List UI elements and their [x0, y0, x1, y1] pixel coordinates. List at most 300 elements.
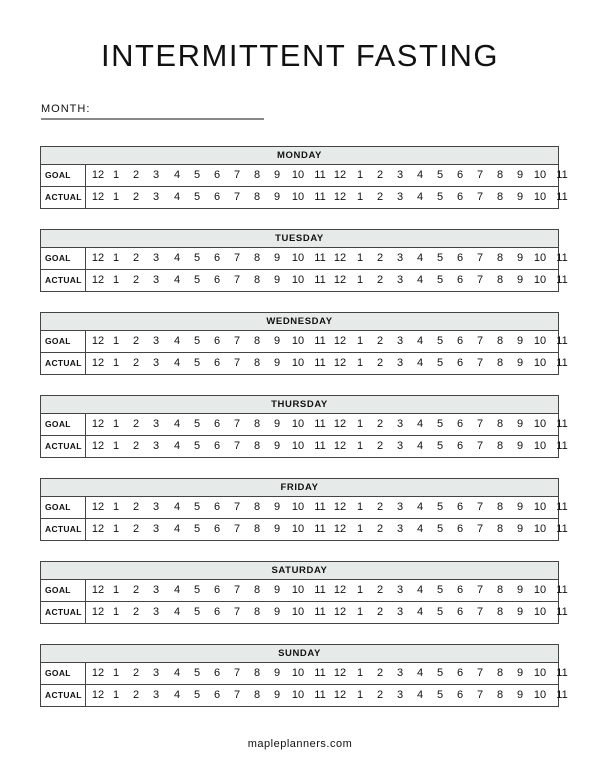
hour-cell[interactable]: 10 — [533, 584, 547, 596]
hour-cell[interactable]: 6 — [213, 689, 221, 701]
hour-cell[interactable]: 10 — [291, 357, 305, 369]
hour-cell[interactable]: 9 — [273, 584, 281, 596]
hour-cell[interactable]: 6 — [456, 440, 464, 452]
hour-cell[interactable]: 3 — [396, 357, 404, 369]
hour-cell[interactable]: 2 — [376, 689, 384, 701]
hour-cell[interactable]: 12 — [91, 501, 105, 513]
hour-cell[interactable]: 2 — [376, 335, 384, 347]
hour-cell[interactable]: 1 — [356, 169, 364, 181]
hour-cell[interactable]: 4 — [416, 252, 424, 264]
hour-cell[interactable]: 10 — [291, 501, 305, 513]
hour-cell[interactable]: 3 — [396, 440, 404, 452]
hour-cell[interactable]: 7 — [476, 606, 484, 618]
hour-cell[interactable]: 11 — [556, 274, 568, 286]
hour-cell[interactable]: 7 — [476, 584, 484, 596]
hour-cell[interactable]: 1 — [356, 689, 364, 701]
hour-cell[interactable]: 8 — [496, 689, 504, 701]
hour-cell[interactable]: 10 — [533, 501, 547, 513]
hour-cell[interactable]: 8 — [496, 501, 504, 513]
hour-cell[interactable]: 12 — [91, 357, 105, 369]
hour-cell[interactable]: 1 — [112, 689, 120, 701]
hour-cell[interactable]: 2 — [132, 274, 140, 286]
hour-cell[interactable]: 5 — [436, 274, 444, 286]
hour-cell[interactable]: 12 — [333, 606, 347, 618]
hour-cell[interactable]: 11 — [556, 667, 568, 679]
hour-cell[interactable]: 4 — [173, 418, 181, 430]
month-input-line[interactable] — [41, 118, 264, 120]
hour-cell[interactable]: 3 — [396, 252, 404, 264]
hour-cell[interactable]: 5 — [436, 335, 444, 347]
hour-cell[interactable]: 11 — [314, 357, 326, 369]
hour-cell[interactable]: 4 — [173, 274, 181, 286]
hour-cell[interactable]: 9 — [273, 274, 281, 286]
hour-cell[interactable]: 11 — [314, 274, 326, 286]
hour-cell[interactable]: 10 — [291, 418, 305, 430]
hour-cell[interactable]: 8 — [253, 169, 261, 181]
hour-cell[interactable]: 8 — [253, 501, 261, 513]
hour-cell[interactable]: 1 — [112, 274, 120, 286]
hour-cell[interactable]: 4 — [416, 606, 424, 618]
hour-cell[interactable]: 6 — [456, 252, 464, 264]
hour-cell[interactable]: 8 — [496, 169, 504, 181]
hour-cell[interactable]: 2 — [132, 191, 140, 203]
hour-cell[interactable]: 4 — [173, 169, 181, 181]
hour-cell[interactable]: 7 — [476, 357, 484, 369]
hour-cell[interactable]: 7 — [233, 440, 241, 452]
hour-cell[interactable]: 3 — [152, 501, 160, 513]
hour-cell[interactable]: 8 — [253, 440, 261, 452]
hour-cell[interactable]: 12 — [91, 667, 105, 679]
hour-cell[interactable]: 12 — [91, 274, 105, 286]
hour-cell[interactable]: 3 — [396, 169, 404, 181]
hour-cell[interactable]: 5 — [193, 606, 201, 618]
hour-cell[interactable]: 10 — [533, 606, 547, 618]
hour-cell[interactable]: 8 — [253, 191, 261, 203]
hour-cell[interactable]: 4 — [416, 274, 424, 286]
hour-cell[interactable]: 4 — [173, 335, 181, 347]
hour-cell[interactable]: 4 — [173, 357, 181, 369]
hour-cell[interactable]: 1 — [112, 584, 120, 596]
hour-cell[interactable]: 6 — [213, 191, 221, 203]
hour-cell[interactable]: 11 — [556, 501, 568, 513]
hour-cell[interactable]: 5 — [193, 584, 201, 596]
hour-cell[interactable]: 7 — [233, 169, 241, 181]
hour-cell[interactable]: 8 — [496, 606, 504, 618]
hour-cell[interactable]: 2 — [376, 440, 384, 452]
hour-cell[interactable]: 5 — [193, 357, 201, 369]
hour-cell[interactable]: 11 — [556, 191, 568, 203]
hour-cell[interactable]: 7 — [476, 667, 484, 679]
hour-cell[interactable]: 6 — [213, 357, 221, 369]
hour-cell[interactable]: 2 — [376, 274, 384, 286]
hour-cell[interactable]: 9 — [516, 440, 524, 452]
hour-cell[interactable]: 8 — [253, 584, 261, 596]
hour-cell[interactable]: 4 — [416, 584, 424, 596]
hour-cell[interactable]: 4 — [173, 667, 181, 679]
hour-cell[interactable]: 4 — [416, 169, 424, 181]
hour-cell[interactable]: 9 — [273, 335, 281, 347]
hour-cell[interactable]: 3 — [396, 335, 404, 347]
hour-cell[interactable]: 5 — [436, 252, 444, 264]
hour-cell[interactable]: 3 — [152, 418, 160, 430]
hour-cell[interactable]: 2 — [132, 335, 140, 347]
hour-cell[interactable]: 11 — [556, 418, 568, 430]
hour-cell[interactable]: 4 — [416, 357, 424, 369]
hour-cell[interactable]: 6 — [456, 274, 464, 286]
hour-cell[interactable]: 1 — [356, 523, 364, 535]
hour-cell[interactable]: 6 — [213, 440, 221, 452]
hour-cell[interactable]: 2 — [132, 357, 140, 369]
hour-cell[interactable]: 6 — [456, 335, 464, 347]
hour-cell[interactable]: 6 — [213, 667, 221, 679]
hour-cell[interactable]: 9 — [516, 252, 524, 264]
hour-cell[interactable]: 3 — [152, 191, 160, 203]
hour-cell[interactable]: 1 — [356, 440, 364, 452]
hour-cell[interactable]: 12 — [91, 169, 105, 181]
hour-cell[interactable]: 3 — [152, 689, 160, 701]
hour-cell[interactable]: 5 — [193, 440, 201, 452]
hour-cell[interactable]: 11 — [314, 606, 326, 618]
hour-cell[interactable]: 12 — [333, 191, 347, 203]
hour-cell[interactable]: 7 — [233, 418, 241, 430]
hour-cell[interactable]: 8 — [496, 418, 504, 430]
hour-cell[interactable]: 11 — [556, 689, 568, 701]
hour-cell[interactable]: 9 — [516, 357, 524, 369]
hour-cell[interactable]: 10 — [291, 689, 305, 701]
hour-cell[interactable]: 2 — [376, 584, 384, 596]
hour-cell[interactable]: 4 — [416, 523, 424, 535]
hour-cell[interactable]: 9 — [516, 523, 524, 535]
hour-cell[interactable]: 12 — [333, 335, 347, 347]
hour-cell[interactable]: 1 — [356, 335, 364, 347]
hour-cell[interactable]: 7 — [233, 274, 241, 286]
hour-cell[interactable]: 4 — [173, 606, 181, 618]
hour-cell[interactable]: 9 — [516, 191, 524, 203]
hour-cell[interactable]: 9 — [273, 418, 281, 430]
hour-cell[interactable]: 9 — [273, 523, 281, 535]
hour-cell[interactable]: 11 — [314, 667, 326, 679]
hour-cell[interactable]: 12 — [333, 357, 347, 369]
hour-cell[interactable]: 10 — [533, 274, 547, 286]
hour-cell[interactable]: 10 — [533, 667, 547, 679]
hour-cell[interactable]: 6 — [213, 501, 221, 513]
hour-cell[interactable]: 9 — [273, 440, 281, 452]
hour-cell[interactable]: 2 — [376, 501, 384, 513]
hour-cell[interactable]: 12 — [333, 252, 347, 264]
hour-cell[interactable]: 6 — [456, 584, 464, 596]
hour-cell[interactable]: 12 — [91, 252, 105, 264]
hour-cell[interactable]: 12 — [91, 689, 105, 701]
hour-cell[interactable]: 9 — [516, 667, 524, 679]
hour-cell[interactable]: 5 — [436, 169, 444, 181]
hour-cell[interactable]: 8 — [253, 357, 261, 369]
hour-cell[interactable]: 6 — [213, 252, 221, 264]
hour-cell[interactable]: 6 — [456, 191, 464, 203]
hour-cell[interactable]: 5 — [436, 501, 444, 513]
hour-cell[interactable]: 11 — [314, 440, 326, 452]
hour-cell[interactable]: 10 — [533, 191, 547, 203]
hour-cell[interactable]: 9 — [516, 169, 524, 181]
hour-cell[interactable]: 3 — [152, 606, 160, 618]
hour-cell[interactable]: 5 — [436, 689, 444, 701]
hour-cell[interactable]: 5 — [436, 357, 444, 369]
hour-cell[interactable]: 1 — [112, 252, 120, 264]
hour-cell[interactable]: 12 — [91, 335, 105, 347]
hour-cell[interactable]: 11 — [314, 523, 326, 535]
hour-cell[interactable]: 8 — [253, 335, 261, 347]
hour-cell[interactable]: 9 — [273, 357, 281, 369]
hour-cell[interactable]: 6 — [213, 584, 221, 596]
hour-cell[interactable]: 4 — [416, 667, 424, 679]
hour-cell[interactable]: 4 — [416, 501, 424, 513]
hour-cell[interactable]: 6 — [456, 606, 464, 618]
hour-cell[interactable]: 1 — [112, 523, 120, 535]
hour-cell[interactable]: 7 — [476, 523, 484, 535]
hour-cell[interactable]: 3 — [396, 191, 404, 203]
hour-cell[interactable]: 11 — [314, 689, 326, 701]
hour-cell[interactable]: 12 — [333, 689, 347, 701]
hour-cell[interactable]: 5 — [193, 523, 201, 535]
hour-cell[interactable]: 6 — [456, 667, 464, 679]
hour-cell[interactable]: 7 — [233, 584, 241, 596]
hour-cell[interactable]: 12 — [91, 440, 105, 452]
hour-cell[interactable]: 2 — [132, 440, 140, 452]
hour-cell[interactable]: 8 — [496, 440, 504, 452]
hour-cell[interactable]: 4 — [173, 501, 181, 513]
hour-cell[interactable]: 9 — [273, 501, 281, 513]
hour-cell[interactable]: 12 — [91, 523, 105, 535]
hour-cell[interactable]: 10 — [291, 523, 305, 535]
hour-cell[interactable]: 1 — [112, 418, 120, 430]
hour-cell[interactable]: 11 — [556, 440, 568, 452]
hour-cell[interactable]: 12 — [333, 501, 347, 513]
hour-cell[interactable]: 12 — [91, 418, 105, 430]
hour-cell[interactable]: 2 — [376, 191, 384, 203]
hour-cell[interactable]: 12 — [91, 191, 105, 203]
hour-cell[interactable]: 5 — [193, 252, 201, 264]
hour-cell[interactable]: 6 — [456, 501, 464, 513]
hour-cell[interactable]: 3 — [396, 606, 404, 618]
hour-cell[interactable]: 5 — [193, 501, 201, 513]
hour-cell[interactable]: 1 — [356, 252, 364, 264]
hour-cell[interactable]: 7 — [476, 501, 484, 513]
hour-cell[interactable]: 2 — [376, 357, 384, 369]
hour-cell[interactable]: 3 — [152, 523, 160, 535]
hour-cell[interactable]: 6 — [213, 335, 221, 347]
hour-cell[interactable]: 9 — [516, 418, 524, 430]
hour-cell[interactable]: 4 — [173, 584, 181, 596]
hour-cell[interactable]: 1 — [112, 667, 120, 679]
hour-cell[interactable]: 9 — [516, 501, 524, 513]
hour-cell[interactable]: 3 — [396, 501, 404, 513]
hour-cell[interactable]: 6 — [213, 523, 221, 535]
hour-cell[interactable]: 1 — [356, 418, 364, 430]
hour-cell[interactable]: 1 — [356, 584, 364, 596]
hour-cell[interactable]: 3 — [396, 689, 404, 701]
hour-cell[interactable]: 1 — [112, 169, 120, 181]
hour-cell[interactable]: 9 — [273, 191, 281, 203]
hour-cell[interactable]: 1 — [112, 501, 120, 513]
hour-cell[interactable]: 7 — [233, 335, 241, 347]
hour-cell[interactable]: 8 — [253, 418, 261, 430]
hour-cell[interactable]: 6 — [213, 418, 221, 430]
hour-cell[interactable]: 3 — [396, 584, 404, 596]
hour-cell[interactable]: 11 — [556, 584, 568, 596]
hour-cell[interactable]: 5 — [436, 606, 444, 618]
hour-cell[interactable]: 4 — [173, 252, 181, 264]
hour-cell[interactable]: 10 — [533, 689, 547, 701]
hour-cell[interactable]: 3 — [152, 252, 160, 264]
hour-cell[interactable]: 10 — [291, 584, 305, 596]
hour-cell[interactable]: 1 — [112, 191, 120, 203]
hour-cell[interactable]: 4 — [416, 689, 424, 701]
hour-cell[interactable]: 10 — [291, 667, 305, 679]
hour-cell[interactable]: 7 — [233, 501, 241, 513]
hour-cell[interactable]: 4 — [173, 440, 181, 452]
hour-cell[interactable]: 2 — [376, 252, 384, 264]
hour-cell[interactable]: 8 — [496, 191, 504, 203]
hour-cell[interactable]: 3 — [152, 667, 160, 679]
hour-cell[interactable]: 6 — [213, 169, 221, 181]
hour-cell[interactable]: 2 — [132, 252, 140, 264]
hour-cell[interactable]: 3 — [396, 418, 404, 430]
hour-cell[interactable]: 12 — [91, 584, 105, 596]
hour-cell[interactable]: 4 — [416, 191, 424, 203]
hour-cell[interactable]: 10 — [291, 169, 305, 181]
hour-cell[interactable]: 11 — [556, 357, 568, 369]
hour-cell[interactable]: 9 — [273, 606, 281, 618]
hour-cell[interactable]: 7 — [476, 191, 484, 203]
hour-cell[interactable]: 2 — [376, 169, 384, 181]
hour-cell[interactable]: 3 — [396, 523, 404, 535]
hour-cell[interactable]: 2 — [376, 523, 384, 535]
hour-cell[interactable]: 9 — [273, 252, 281, 264]
hour-cell[interactable]: 10 — [533, 357, 547, 369]
hour-cell[interactable]: 2 — [132, 689, 140, 701]
hour-cell[interactable]: 4 — [173, 523, 181, 535]
hour-cell[interactable]: 3 — [152, 357, 160, 369]
hour-cell[interactable]: 4 — [173, 191, 181, 203]
hour-cell[interactable]: 11 — [314, 418, 326, 430]
hour-cell[interactable]: 10 — [291, 252, 305, 264]
hour-cell[interactable]: 5 — [193, 335, 201, 347]
hour-cell[interactable]: 7 — [233, 252, 241, 264]
hour-cell[interactable]: 11 — [314, 169, 326, 181]
hour-cell[interactable]: 10 — [533, 418, 547, 430]
hour-cell[interactable]: 9 — [273, 667, 281, 679]
hour-cell[interactable]: 12 — [333, 667, 347, 679]
hour-cell[interactable]: 5 — [193, 689, 201, 701]
hour-cell[interactable]: 2 — [132, 667, 140, 679]
hour-cell[interactable]: 8 — [496, 584, 504, 596]
hour-cell[interactable]: 2 — [132, 418, 140, 430]
hour-cell[interactable]: 5 — [436, 418, 444, 430]
hour-cell[interactable]: 3 — [396, 667, 404, 679]
hour-cell[interactable]: 1 — [356, 191, 364, 203]
hour-cell[interactable]: 4 — [416, 418, 424, 430]
hour-cell[interactable]: 3 — [152, 169, 160, 181]
hour-cell[interactable]: 2 — [132, 501, 140, 513]
hour-cell[interactable]: 12 — [333, 584, 347, 596]
hour-cell[interactable]: 8 — [496, 274, 504, 286]
hour-cell[interactable]: 10 — [291, 274, 305, 286]
hour-cell[interactable]: 6 — [456, 523, 464, 535]
hour-cell[interactable]: 3 — [152, 584, 160, 596]
hour-cell[interactable]: 8 — [496, 667, 504, 679]
hour-cell[interactable]: 7 — [233, 523, 241, 535]
hour-cell[interactable]: 10 — [533, 335, 547, 347]
hour-cell[interactable]: 12 — [91, 606, 105, 618]
hour-cell[interactable]: 8 — [496, 335, 504, 347]
hour-cell[interactable]: 2 — [132, 169, 140, 181]
hour-cell[interactable]: 11 — [314, 584, 326, 596]
hour-cell[interactable]: 4 — [416, 335, 424, 347]
hour-cell[interactable]: 10 — [291, 335, 305, 347]
hour-cell[interactable]: 3 — [152, 440, 160, 452]
hour-cell[interactable]: 5 — [436, 440, 444, 452]
hour-cell[interactable]: 10 — [533, 440, 547, 452]
hour-cell[interactable]: 11 — [556, 252, 568, 264]
hour-cell[interactable]: 8 — [253, 274, 261, 286]
hour-cell[interactable]: 5 — [193, 191, 201, 203]
hour-cell[interactable]: 7 — [233, 667, 241, 679]
hour-cell[interactable]: 5 — [193, 169, 201, 181]
hour-cell[interactable]: 1 — [112, 335, 120, 347]
hour-cell[interactable]: 11 — [314, 252, 326, 264]
hour-cell[interactable]: 7 — [476, 274, 484, 286]
hour-cell[interactable]: 6 — [456, 357, 464, 369]
hour-cell[interactable]: 7 — [476, 440, 484, 452]
hour-cell[interactable]: 9 — [273, 689, 281, 701]
hour-cell[interactable]: 6 — [456, 689, 464, 701]
hour-cell[interactable]: 1 — [356, 501, 364, 513]
hour-cell[interactable]: 8 — [496, 357, 504, 369]
hour-cell[interactable]: 1 — [356, 606, 364, 618]
hour-cell[interactable]: 2 — [376, 667, 384, 679]
hour-cell[interactable]: 11 — [314, 501, 326, 513]
hour-cell[interactable]: 6 — [456, 169, 464, 181]
hour-cell[interactable]: 11 — [556, 335, 568, 347]
hour-cell[interactable]: 1 — [112, 606, 120, 618]
hour-cell[interactable]: 12 — [333, 523, 347, 535]
hour-cell[interactable]: 8 — [496, 523, 504, 535]
hour-cell[interactable]: 7 — [233, 689, 241, 701]
hour-cell[interactable]: 7 — [233, 191, 241, 203]
hour-cell[interactable]: 11 — [556, 169, 568, 181]
hour-cell[interactable]: 9 — [516, 335, 524, 347]
hour-cell[interactable]: 2 — [132, 584, 140, 596]
hour-cell[interactable]: 8 — [253, 523, 261, 535]
hour-cell[interactable]: 4 — [173, 689, 181, 701]
hour-cell[interactable]: 1 — [356, 667, 364, 679]
hour-cell[interactable]: 7 — [233, 606, 241, 618]
hour-cell[interactable]: 7 — [233, 357, 241, 369]
hour-cell[interactable]: 12 — [333, 440, 347, 452]
hour-cell[interactable]: 4 — [416, 440, 424, 452]
hour-cell[interactable]: 7 — [476, 252, 484, 264]
hour-cell[interactable]: 5 — [193, 418, 201, 430]
hour-cell[interactable]: 7 — [476, 169, 484, 181]
hour-cell[interactable]: 2 — [376, 606, 384, 618]
hour-cell[interactable]: 5 — [436, 191, 444, 203]
hour-cell[interactable]: 2 — [376, 418, 384, 430]
hour-cell[interactable]: 2 — [132, 606, 140, 618]
hour-cell[interactable]: 1 — [112, 440, 120, 452]
hour-cell[interactable]: 10 — [291, 440, 305, 452]
hour-cell[interactable]: 9 — [273, 169, 281, 181]
hour-cell[interactable]: 5 — [193, 667, 201, 679]
hour-cell[interactable]: 6 — [456, 418, 464, 430]
